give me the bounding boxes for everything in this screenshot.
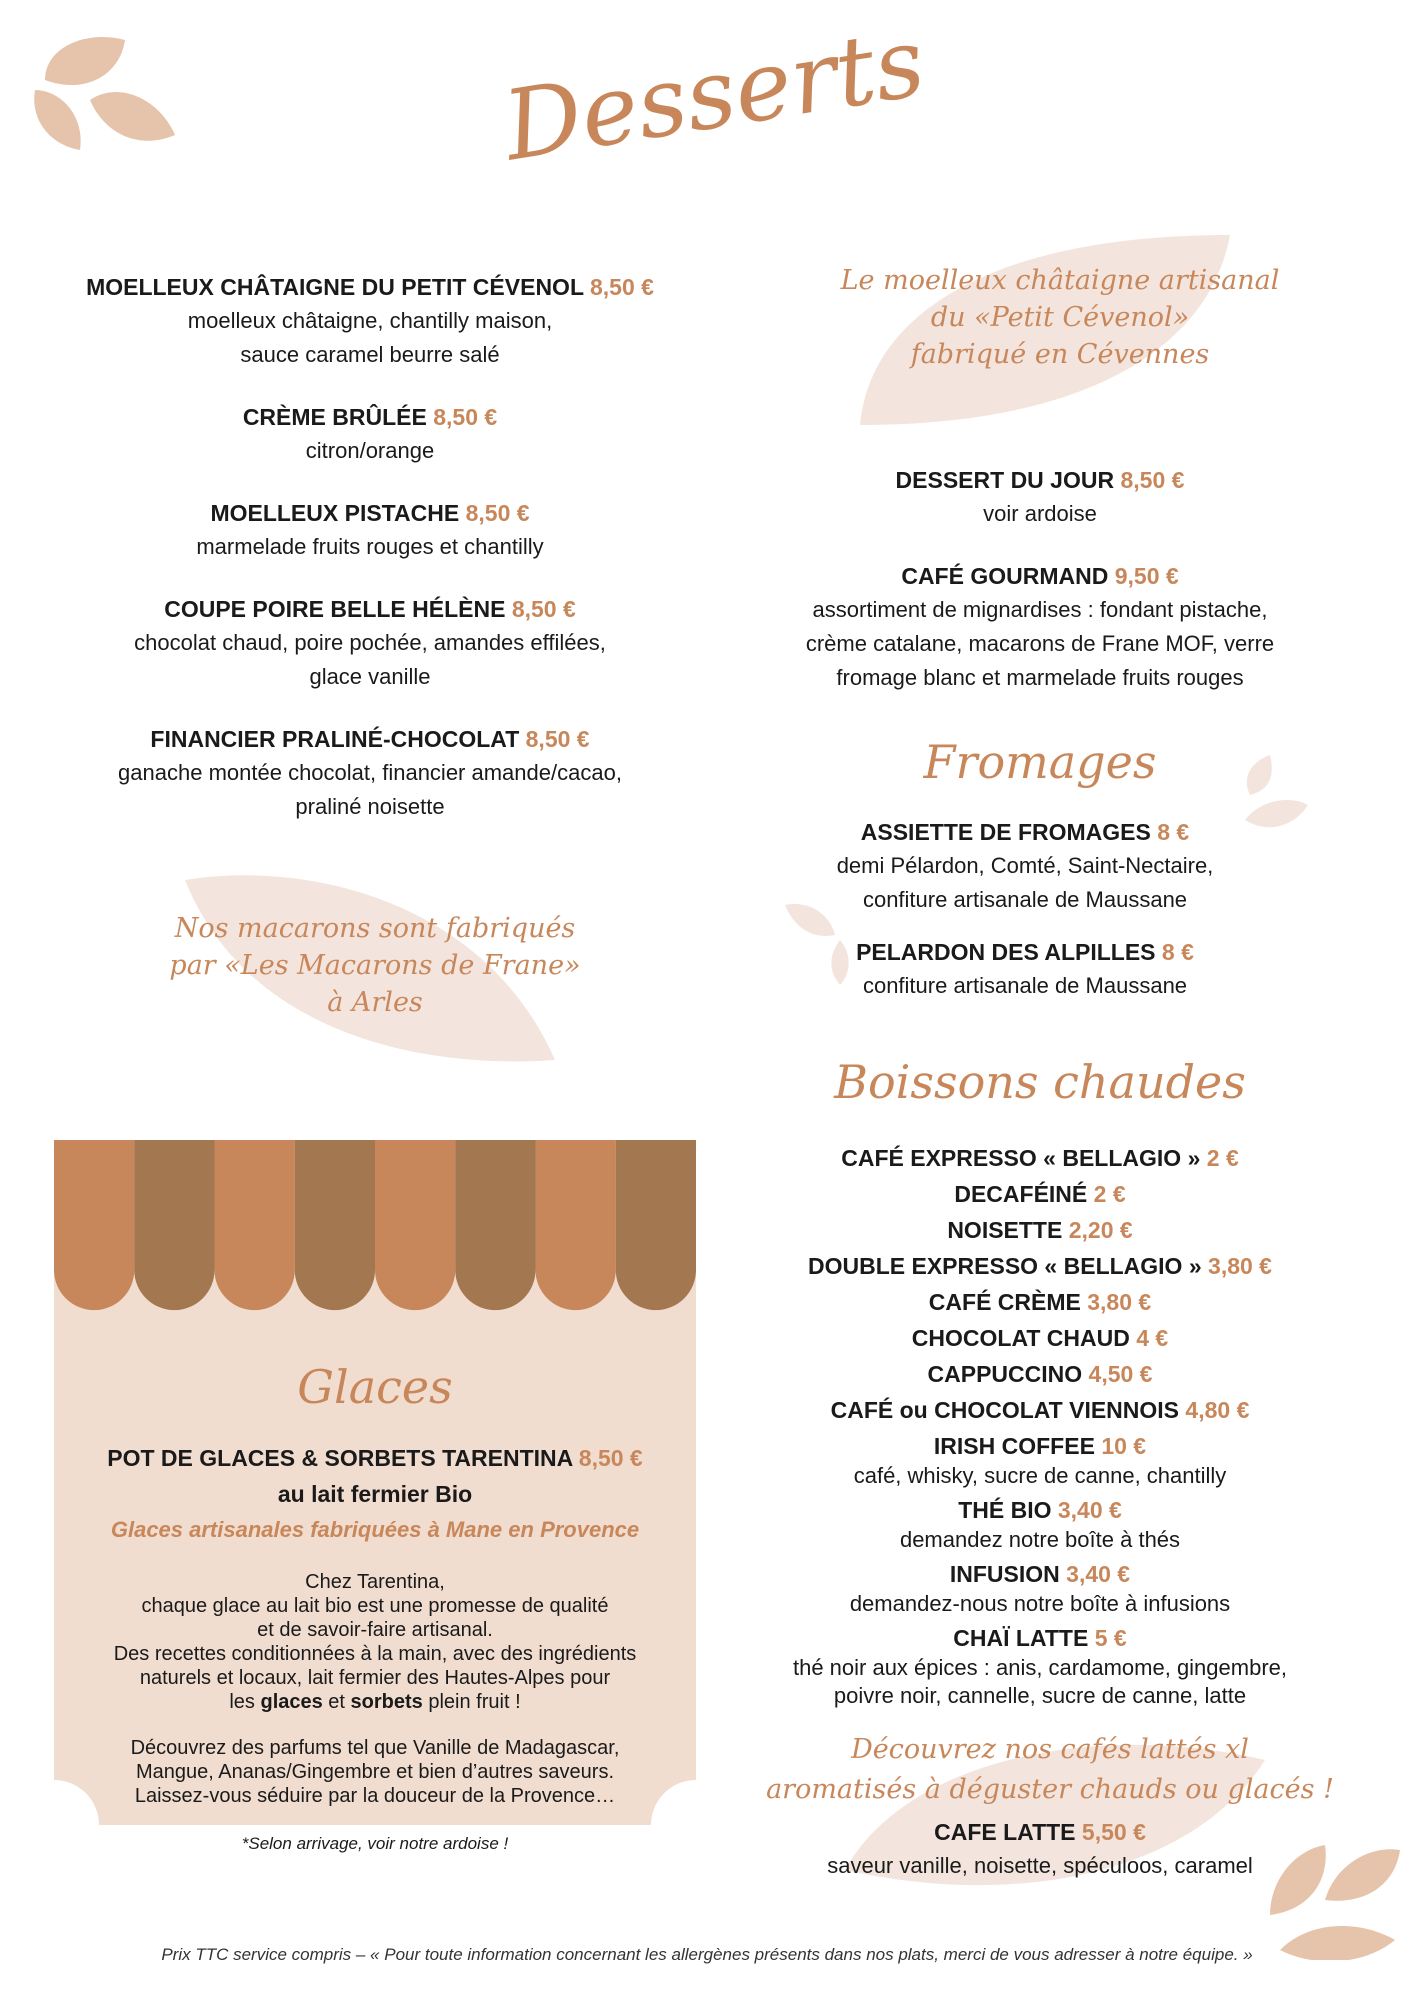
item-description: voir ardoise bbox=[983, 501, 1097, 526]
item-price: 10 € bbox=[1101, 1433, 1147, 1459]
item-name: ASSIETTE DE FROMAGES bbox=[860, 819, 1151, 845]
item-name: POT DE GLACES & SORBETS TARENTINA bbox=[107, 1445, 573, 1471]
item-name: MOELLEUX PISTACHE bbox=[210, 500, 460, 526]
para-line: chaque glace au lait bio est une promesse de qualité bbox=[141, 1595, 609, 1617]
menu-item bbox=[740, 1212, 1340, 1248]
text-span: plein fruit ! bbox=[422, 1691, 521, 1713]
item-description: citron/orange bbox=[305, 438, 435, 463]
text-bold: sorbets bbox=[350, 1691, 423, 1713]
fromages-title: Fromages bbox=[923, 735, 1157, 789]
glaces-content bbox=[54, 1360, 696, 1854]
menu-item bbox=[740, 1176, 1340, 1212]
item-price: 8,50 € bbox=[1120, 467, 1185, 493]
item-description: ganache montée chocolat, financier amande/cacao, bbox=[118, 760, 622, 785]
item-price: 8,50 € bbox=[433, 404, 498, 430]
text-span: et bbox=[322, 1691, 351, 1713]
menu-item bbox=[70, 592, 670, 694]
menu-item bbox=[740, 1620, 1340, 1708]
note-line: aromatisés à déguster chauds ou glacés ! bbox=[766, 1774, 1334, 1805]
item-name: CAFÉ ou CHOCOLAT VIENNOIS bbox=[830, 1397, 1180, 1423]
glaces-title: Glaces bbox=[297, 1360, 453, 1414]
item-name: DOUBLE EXPRESSO « BELLAGIO » bbox=[808, 1253, 1202, 1279]
item-price: 4,50 € bbox=[1088, 1361, 1153, 1387]
menu-item bbox=[740, 1392, 1340, 1428]
item-description: café, whisky, sucre de canne, chantilly bbox=[853, 1463, 1227, 1488]
para-line: Découvrez des parfums tel que Vanille de Madagascar, bbox=[130, 1737, 620, 1759]
item-name: CAFÉ EXPRESSO « BELLAGIO » bbox=[841, 1145, 1201, 1171]
note-line: à Arles bbox=[327, 987, 423, 1018]
awning-stripe bbox=[616, 1140, 696, 1310]
item-name: CAPPUCCINO bbox=[927, 1361, 1083, 1387]
item-description: confiture artisanale de Maussane bbox=[862, 973, 1188, 998]
glaces-panel bbox=[54, 1140, 696, 1853]
awning-stripe bbox=[295, 1140, 375, 1310]
item-price: 4,80 € bbox=[1185, 1397, 1250, 1423]
note-line: Découvrez nos cafés lattés xl bbox=[851, 1734, 1249, 1765]
item-name: DECAFÉINÉ bbox=[954, 1181, 1088, 1207]
item-name: NOISETTE bbox=[947, 1217, 1063, 1243]
glaces-fine-print: *Selon arrivage, voir notre ardoise ! bbox=[241, 1834, 509, 1853]
text-bold: glaces bbox=[260, 1691, 323, 1713]
item-description: demi Pélardon, Comté, Saint-Nectaire, bbox=[836, 853, 1214, 878]
item-subtitle: Glaces artisanales fabriquées à Mane en Provence bbox=[110, 1517, 640, 1542]
fromages-list bbox=[745, 815, 1305, 1031]
menu-item bbox=[760, 559, 1320, 695]
item-price: 2,20 € bbox=[1068, 1217, 1133, 1243]
menu-item bbox=[740, 1556, 1340, 1616]
text-span: les bbox=[229, 1691, 261, 1713]
note-line: Le moelleux châtaigne artisanal bbox=[840, 265, 1280, 296]
macarons-note bbox=[75, 910, 675, 1021]
item-price: 5,50 € bbox=[1081, 1819, 1146, 1845]
item-price: 8,50 € bbox=[511, 596, 576, 622]
menu-item bbox=[740, 1428, 1340, 1488]
menu-item bbox=[740, 1140, 1340, 1176]
item-name: CRÈME BRÛLÉE bbox=[242, 404, 427, 430]
awning-stripe bbox=[375, 1140, 455, 1310]
para-line: naturels et locaux, lait fermier des Hautes-Alpes pour bbox=[139, 1667, 611, 1689]
item-price: 3,40 € bbox=[1066, 1561, 1131, 1587]
menu-item bbox=[70, 400, 670, 468]
menu-item bbox=[745, 935, 1305, 1003]
note-line: fabriqué en Cévennes bbox=[910, 339, 1210, 370]
cafe-latte-item bbox=[740, 1815, 1340, 1911]
note-line: Nos macarons sont fabriqués bbox=[174, 913, 576, 944]
item-description: saveur vanille, noisette, spéculoos, caramel bbox=[827, 1853, 1253, 1878]
item-price: 8,50 € bbox=[589, 274, 654, 300]
item-description: sauce caramel beurre salé bbox=[240, 342, 500, 367]
awning-stripe bbox=[536, 1140, 616, 1310]
item-description: assortiment de mignardises : fondant pistache, bbox=[812, 597, 1268, 622]
footer-note: Prix TTC service compris – « Pour toute information concernant les allergènes présents dans nos plats, merci de vous adresser à notre équipe. » bbox=[161, 1945, 1253, 1964]
item-price: 8,50 € bbox=[525, 726, 590, 752]
item-price: 5 € bbox=[1094, 1625, 1127, 1651]
menu-item bbox=[740, 1248, 1340, 1284]
menu-item bbox=[740, 1492, 1340, 1552]
para-line: Laissez-vous séduire par la douceur de la Provence… bbox=[134, 1785, 616, 1807]
item-description: crème catalane, macarons de Frane MOF, verre bbox=[805, 631, 1275, 656]
awning-stripe bbox=[54, 1140, 134, 1310]
item-description: praliné noisette bbox=[295, 794, 445, 819]
menu-item bbox=[740, 1320, 1340, 1356]
para-line: et de savoir-faire artisanal. bbox=[257, 1619, 493, 1641]
item-description: poivre noir, cannelle, sucre de canne, latte bbox=[833, 1683, 1247, 1708]
item-name: CHOCOLAT CHAUD bbox=[911, 1325, 1130, 1351]
item-name: CAFE LATTE bbox=[934, 1819, 1076, 1845]
boissons-list bbox=[740, 1140, 1340, 1712]
item-name: CAFÉ CRÈME bbox=[928, 1289, 1081, 1315]
item-name: DESSERT DU JOUR bbox=[895, 467, 1115, 493]
item-name: CHAÏ LATTE bbox=[953, 1625, 1089, 1651]
menu-item bbox=[70, 722, 670, 824]
item-price: 9,50 € bbox=[1114, 563, 1179, 589]
item-description: thé noir aux épices : anis, cardamome, gingembre, bbox=[792, 1655, 1288, 1680]
awning-stripe bbox=[215, 1140, 295, 1310]
boissons-title: Boissons chaudes bbox=[834, 1055, 1246, 1109]
dessert-list bbox=[70, 270, 670, 852]
menu-item bbox=[745, 815, 1305, 917]
item-description: demandez-nous notre boîte à infusions bbox=[849, 1591, 1231, 1616]
item-name: PELARDON DES ALPILLES bbox=[856, 939, 1156, 965]
item-price: 8 € bbox=[1161, 939, 1194, 965]
item-description: demandez notre boîte à thés bbox=[899, 1527, 1181, 1552]
item-name: MOELLEUX CHÂTAIGNE DU PETIT CÉVENOL bbox=[86, 274, 584, 300]
glaces-paragraph bbox=[54, 1570, 696, 1714]
leaf-cluster-top-left-icon bbox=[30, 20, 180, 160]
item-name: FINANCIER PRALINÉ-CHOCOLAT bbox=[150, 726, 520, 752]
right-dessert-list bbox=[760, 463, 1320, 723]
menu-item bbox=[70, 496, 670, 564]
item-name: CAFÉ GOURMAND bbox=[901, 563, 1109, 589]
para-line: Des recettes conditionnées à la main, avec des ingrédients bbox=[113, 1643, 637, 1665]
item-price: 3,40 € bbox=[1057, 1497, 1122, 1523]
item-name: COUPE POIRE BELLE HÉLÈNE bbox=[164, 596, 506, 622]
item-price: 3,80 € bbox=[1087, 1289, 1152, 1315]
item-price: 8,50 € bbox=[578, 1445, 643, 1471]
menu-item bbox=[740, 1356, 1340, 1392]
item-description: fromage blanc et marmelade fruits rouges bbox=[836, 665, 1244, 690]
item-price: 8,50 € bbox=[465, 500, 530, 526]
item-description: moelleux châtaigne, chantilly maison, bbox=[187, 308, 553, 333]
para-line bbox=[54, 1690, 696, 1714]
awning-stripe bbox=[455, 1140, 535, 1310]
item-price: 2 € bbox=[1093, 1181, 1126, 1207]
item-description: marmelade fruits rouges et chantilly bbox=[196, 534, 544, 559]
para-line: Chez Tarentina, bbox=[305, 1571, 445, 1593]
chestnut-note bbox=[790, 262, 1330, 373]
para-line: Mangue, Ananas/Gingembre et bien d’autres saveurs. bbox=[135, 1761, 615, 1783]
menu-item bbox=[740, 1815, 1340, 1883]
item-price: 3,80 € bbox=[1208, 1253, 1272, 1279]
item-price: 4 € bbox=[1136, 1325, 1169, 1351]
awning-stripe bbox=[134, 1140, 214, 1310]
glaces-paragraph bbox=[54, 1736, 696, 1808]
item-description: chocolat chaud, poire pochée, amandes effilées, bbox=[134, 630, 606, 655]
note-line: du «Petit Cévenol» bbox=[930, 302, 1190, 333]
menu-item bbox=[760, 463, 1320, 531]
item-name: IRISH COFFEE bbox=[933, 1433, 1095, 1459]
item-name: INFUSION bbox=[949, 1561, 1060, 1587]
item-name: THÉ BIO bbox=[958, 1497, 1052, 1523]
lattes-note bbox=[740, 1730, 1360, 1810]
menu-item bbox=[740, 1284, 1340, 1320]
item-name-second-line: au lait fermier Bio bbox=[277, 1481, 473, 1507]
item-price: 8 € bbox=[1157, 819, 1190, 845]
item-price: 2 € bbox=[1206, 1145, 1239, 1171]
item-description: glace vanille bbox=[309, 664, 431, 689]
menu-item bbox=[70, 270, 670, 372]
page-title: Desserts bbox=[496, 5, 932, 183]
item-description: confiture artisanale de Maussane bbox=[862, 887, 1188, 912]
note-line: par «Les Macarons de Frane» bbox=[169, 950, 581, 981]
